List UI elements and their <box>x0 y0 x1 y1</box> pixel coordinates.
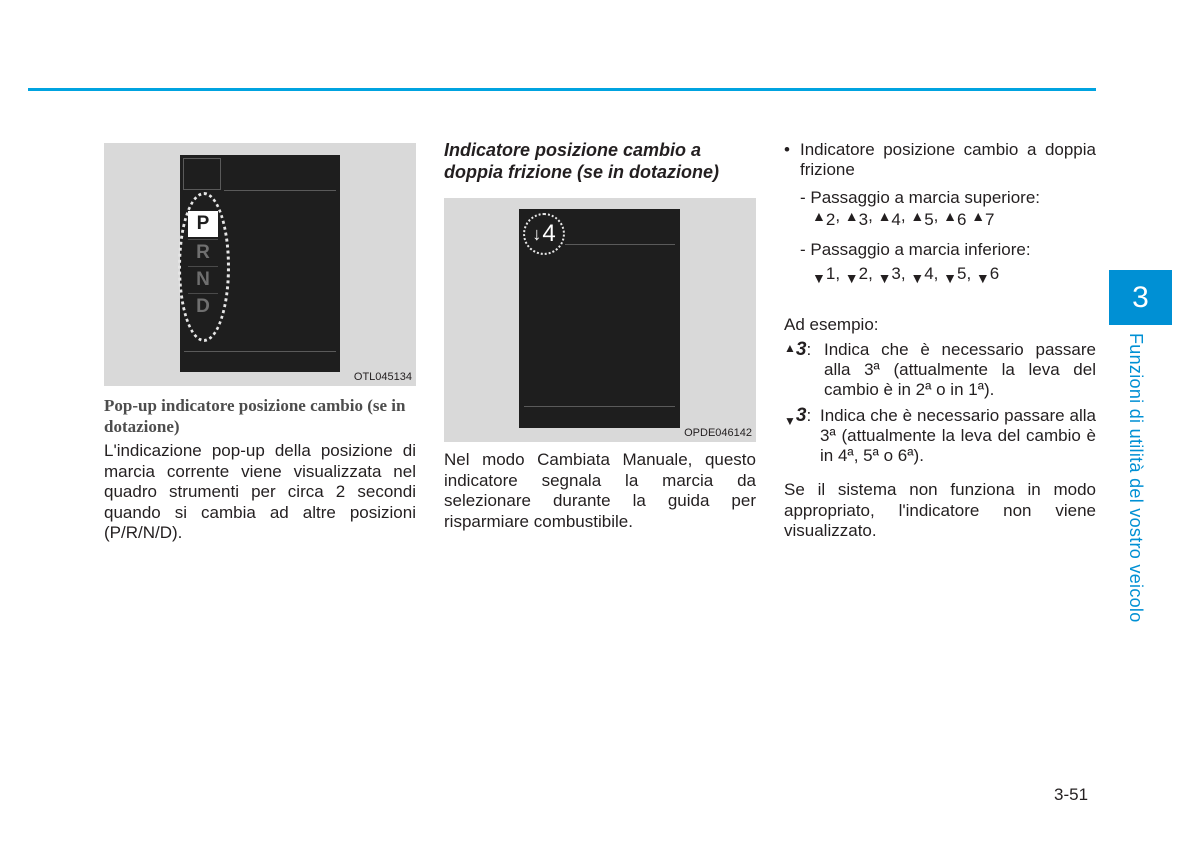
down-arrow-icon: ↓ <box>532 223 542 244</box>
up-triangle-icon: ▲ <box>943 208 957 224</box>
gear-n: N <box>196 269 210 290</box>
bullet-text: Indicatore posizione cambio a doppia frizione <box>800 140 1096 179</box>
screen-corner-box <box>183 158 221 190</box>
screen-divider-top <box>565 244 675 245</box>
section-heading: Indicatore posizione cambio a doppia frizione (se in dotazione) <box>444 140 720 182</box>
up-triangle-icon: ▲ <box>812 208 826 224</box>
example-up-symbol: ▲3: <box>784 339 812 360</box>
gear-p: P <box>188 211 218 237</box>
downshift-value: 1 <box>825 264 836 283</box>
screen-divider-top <box>224 190 336 191</box>
upshift-value: 3 <box>858 210 869 229</box>
down-triangle-icon: ▼ <box>910 270 925 286</box>
cluster-screen <box>519 209 680 428</box>
highlight-oval <box>178 192 230 342</box>
bullet-item <box>784 140 1096 180</box>
up-triangle-icon: ▲ <box>910 208 925 224</box>
screen-divider-bottom <box>524 406 675 407</box>
figure-code: OTL045134 <box>353 371 412 383</box>
upshift-label: - Passaggio a marcia superiore: <box>800 188 1041 207</box>
upshift-value: 4 <box>891 210 901 229</box>
example-down-text: Indica che è necessario passare alla 3ª (attualmente la leva del cambio è in 4ª, 5ª o 6ª). <box>820 406 1096 465</box>
example-gear-symbol: 3 <box>795 405 807 426</box>
gear-indicator-badge <box>523 213 565 255</box>
downshift-value: 4 <box>924 264 934 283</box>
figure-gear-popup <box>104 143 416 386</box>
page-number: 3-51 <box>1054 785 1089 804</box>
cluster-screen <box>180 155 340 372</box>
figure-dct-indicator <box>444 198 756 442</box>
up-triangle-icon: ▲ <box>971 208 986 224</box>
down-triangle-icon: ▼ <box>975 270 990 286</box>
up-triangle-icon: ▲ <box>844 208 859 224</box>
bullet-icon: • <box>784 140 790 159</box>
upshift-value: 5 <box>924 210 934 229</box>
up-triangle-icon: ▲ <box>877 208 892 224</box>
figure-caption: Pop-up indicatore posizione cambio (se in dotazione) <box>104 396 406 436</box>
chapter-title-text: Funzioni di utilità del vostro veicolo <box>1126 333 1146 623</box>
col1-paragraph: L'indicazione pop-up della posizione di marcia corrente viene visualizzata nel quadro strumenti per circa 2 secondi quando si cambia ad altre posizioni (P/R/N/D). <box>104 441 416 542</box>
down-triangle-icon: ▼ <box>812 270 826 286</box>
down-triangle-icon: ▼ <box>877 270 892 286</box>
upshift-value: 7 <box>985 210 995 229</box>
downshift-value: 5 <box>956 264 967 283</box>
upshift-value: 6 <box>956 210 967 229</box>
down-triangle-icon: ▼ <box>844 270 859 286</box>
header-rule <box>28 88 1096 91</box>
chapter-number-tab: 3 <box>1109 270 1172 325</box>
downshift-value: 3 <box>891 264 901 283</box>
upshift-values: ▲2, ▲3, ▲4, ▲5, ▲6 ▲7 <box>812 206 995 229</box>
downshift-label: - Passaggio a marcia inferiore: <box>800 240 1031 259</box>
figure-code: OPDE046142 <box>684 427 752 439</box>
downshift-value: 2 <box>858 264 869 283</box>
example-up-text: Indica che è necessario passare alla 3ª (attualmente la leva del cambio è in 2ª o in 1ª). <box>824 340 1096 399</box>
down-triangle-icon: ▼ <box>784 414 796 428</box>
chapter-title <box>1125 333 1155 623</box>
example-down-symbol: $_▼$3: <box>784 405 812 428</box>
example-gear-symbol: 3 <box>795 339 807 360</box>
downshift-values: $_▼$1, $_▼$2, $_▼$3, $_▼$4, $_▼$5, $_▼$6 <box>812 264 1000 286</box>
upshift-value: 2 <box>825 210 836 229</box>
down-triangle-icon: ▼ <box>943 270 957 286</box>
gear-r: R <box>196 242 210 263</box>
screen-divider-bottom <box>184 351 336 352</box>
display-gear-number: 4 <box>542 220 556 247</box>
example-label: Ad esempio: <box>784 315 879 334</box>
col2-paragraph: Nel modo Cambiata Manuale, questo indicatore segnala la marcia da selezionare durante la guida per risparmiare combustibile. <box>444 450 756 531</box>
gear-d: D <box>196 296 210 317</box>
up-triangle-icon: ▲ <box>784 341 796 355</box>
downshift-value: 6 <box>989 264 1000 283</box>
col3-closing: Se il sistema non funziona in modo appropriato, l'indicatore non viene visualizzato. <box>784 480 1096 540</box>
